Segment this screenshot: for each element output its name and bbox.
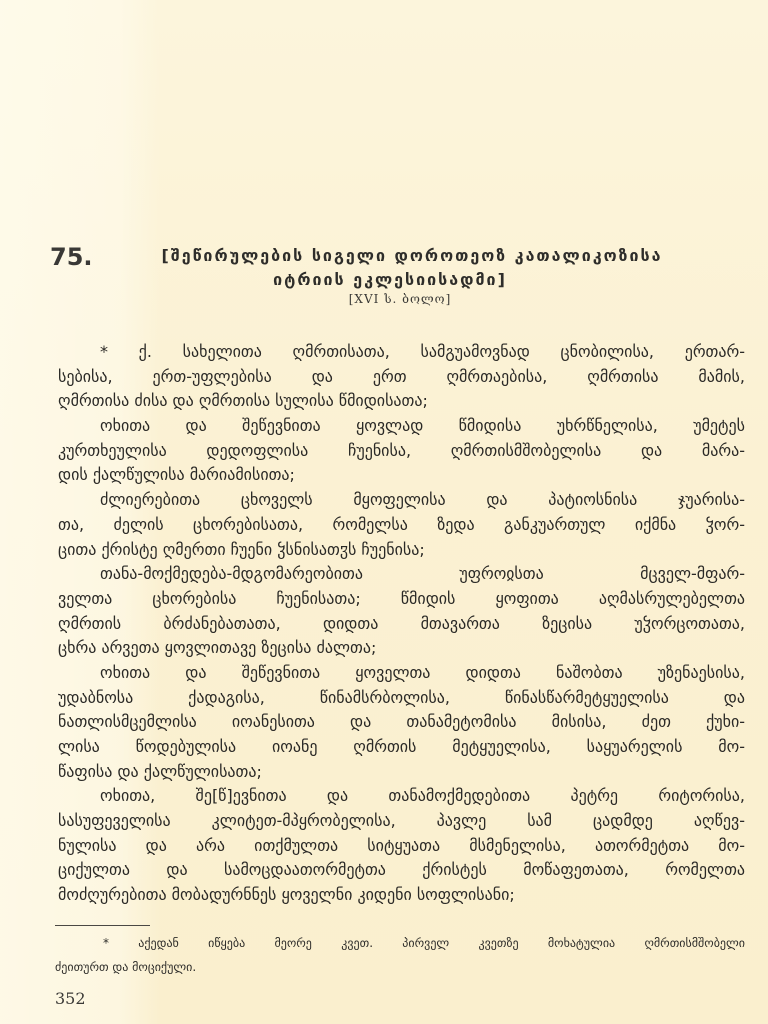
text-line: კურთხეულისა დედოფლისა ჩუენისა, ღმრთისმშობელისა და მარა- <box>58 440 745 460</box>
text-line: წაფისა და ქალწულისათა; <box>58 761 262 781</box>
text-line: ველთა ცხორებისა ჩუენისათა; წმიდის ყოფითა აღმასრულებელთა <box>58 588 745 608</box>
text-line: სასუფეველისა კლიტეთ-მპყრობელისა, პავლე სამ ცადმდე აღწევ- <box>58 811 745 831</box>
document-number: 75. <box>50 243 93 271</box>
document-date: [XVI ს. ბოლო] <box>348 292 452 306</box>
text-line: სებისა, ერთ-უფლებისა და ერთ ღმრთაებისა, ღმრთისა მამის, <box>58 366 745 386</box>
text-line: ცხრა არვეთა ყოვლითავე ზეცისა ძალთა; <box>58 638 377 658</box>
text-line: ძლიერებითა ცხოველს მყოფელისა და პატიოსნისა ჯუარისა- <box>100 490 745 510</box>
document-title-line-1: [შეწირულების სიგელი დოროთეოზ კათალიკოზისა <box>161 246 663 265</box>
text-line: ღმრთის ბრძანებათათა, დიდთა მთავართა ზეცისა უჴორცოთათა, <box>58 613 745 633</box>
text-line: ნათლისმცემლისა იოანესითა და თანამეტომისა მისისა, ძეთ ქუხი- <box>58 712 745 732</box>
page-number: 352 <box>55 989 86 1008</box>
text-line: უდაბნოსა ქადაგისა, წინამსრბოლისა, წინასწარმეტყუელისა და <box>58 687 745 707</box>
footnote-line: ძეითურთ და მოციქული. <box>55 960 197 974</box>
text-line: ლისა წოდებულისა იოანე ღმრთის მეტყუელისა, საყუარელის მო- <box>58 737 745 756</box>
text-line: ნულისა და არა ითქმულთა სიტყუათა მსმენელისა, ათორმეტთა მო- <box>58 835 745 855</box>
footnote-line: * აქედან იწყება მეორე კვეთ. პირველ კვეთზე მოხატულია ღმრთისმშობელი <box>103 936 745 950</box>
text-line: მოძღურებითა მობადურნნეს ყოველნი კიდენი სოფლისანი; <box>58 885 515 905</box>
document-title-line-2: იტრიის ეკლესიისადმი] <box>273 270 507 289</box>
text-line: ციქულთა და სამოცდაათორმეტთა ქრისტეს მოწაფეთათა, რომელთა <box>58 860 745 880</box>
footnote-divider <box>55 925 150 926</box>
text-line: ღმრთისა ძისა და ღმრთისა სულისა წმიდისათა; <box>58 391 428 411</box>
text-line: დის ქალწულისა მარიამისითა; <box>58 465 295 485</box>
text-line: ოხითა და შეწევნითა ყოვლად წმიდისა უხრწნელისა, უმეტეს <box>100 416 745 436</box>
footnote <box>55 931 745 979</box>
text-line: თანა-მოქმედება-მდგომარეობითა უფროჲსთა მცველ-მფარ- <box>100 564 745 584</box>
text-line: ცითა ქრისტე ღმერთი ჩუენი ჴსნისათჳს ჩუენისა; <box>58 539 425 559</box>
text-line: ოხითა, შე[წ]ევნითა და თანამოქმედებითა პეტრე რიტორისა, <box>100 786 745 806</box>
text-line: * ქ. სახელითა ღმრთისათა, სამგუამოვნად ცნობილისა, ერთარ- <box>100 342 745 361</box>
document-body <box>58 340 745 908</box>
text-line: თა, ძელის ცხორებისათა, რომელსა ზედა განკუართულ იქმნა ჴორ- <box>58 514 745 534</box>
text-line: ოხითა და შეწევნითა ყოველთა დიდთა ნაშობთა უზენაესისა, <box>100 662 745 682</box>
